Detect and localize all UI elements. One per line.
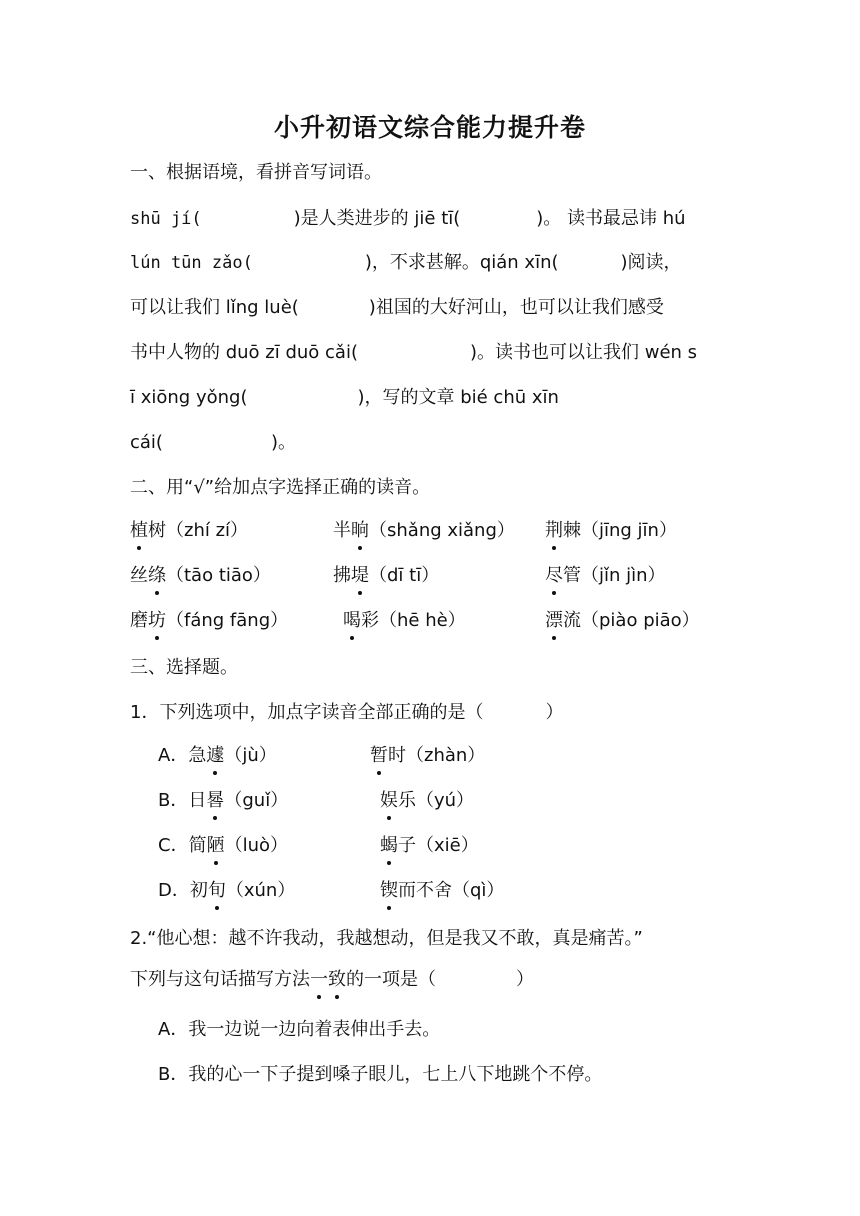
dotted-char: 晷 <box>206 788 224 814</box>
question-2-option-b[interactable]: B．我的心一下子提到嗓子眼儿，七上八下地跳个不停。 <box>158 1064 603 1085</box>
question-1-option-b-word2: 娱乐（yú） <box>380 788 474 814</box>
question-1-option-a-word2: 暂时（zhàn） <box>370 743 485 769</box>
dotted-char: 绦 <box>148 563 166 589</box>
pinyin-choice-item[interactable]: 植树（zhí zí） <box>130 518 248 544</box>
pinyin-choice-item[interactable]: 喝彩（hē hè） <box>343 608 466 634</box>
page-title: 小升初语文综合能力提升卷 <box>273 113 586 142</box>
dotted-char: 陋 <box>207 833 225 859</box>
question-1-option-c-word2: 蝎子（xiē） <box>380 833 479 859</box>
dotted-char: 喝 <box>343 608 361 634</box>
question-1-option-a[interactable]: A．急遽（jù） <box>158 743 277 769</box>
pinyin-choice-item[interactable]: 漂流（piào piāo） <box>545 608 700 634</box>
passage-line-3: 可以让我们 lǐng luè( )祖国的大好河山，也可以让我们感受 <box>130 297 664 318</box>
pinyin-choice-item[interactable]: 半晌（shǎng xiǎng） <box>333 518 515 544</box>
dotted-char: 遽 <box>206 743 224 769</box>
dotted-char: 暂 <box>370 743 388 769</box>
passage-line-5: ī xiōng yǒng( )，写的文章 bié chū xīn <box>130 387 559 408</box>
passage-line-6: cái( )。 <box>130 432 296 453</box>
dotted-char: 植 <box>130 518 148 544</box>
dotted-char: 娱 <box>380 788 398 814</box>
question-1-option-d-word2: 锲而不舍（qì） <box>380 878 504 904</box>
section-heading-2: 二、用“√”给加点字选择正确的读音。 <box>130 477 431 498</box>
dotted-char: 旬 <box>208 878 226 904</box>
pinyin-choice-item[interactable]: 丝绦（tāo tiāo） <box>130 563 271 589</box>
passage-line-1: shū jí( )是人类进步的 jiē tī( )。 读书最忌讳 hú <box>130 208 686 229</box>
passage-line-2: lún tūn zǎo( )，不求甚解。qián xīn( )阅读， <box>130 252 682 273</box>
question-1-option-b[interactable]: B．日晷（guǐ） <box>158 788 288 814</box>
dotted-char: 荆 <box>545 518 563 544</box>
pinyin-choice-item[interactable]: 尽管（jǐn jìn） <box>545 563 666 589</box>
dotted-char: 一 <box>310 967 328 993</box>
question-2-option-a[interactable]: A．我一边说一边向着表伸出手去。 <box>158 1019 441 1040</box>
section-heading-3: 三、选择题。 <box>130 657 238 678</box>
pinyin-choice-item[interactable]: 荆棘（jīng jīn） <box>545 518 677 544</box>
passage-line-4: 书中人物的 duō zī duō cǎi( )。读书也可以让我们 wén s <box>130 342 698 363</box>
question-1-option-d[interactable]: D．初旬（xún） <box>158 878 295 904</box>
dotted-char: 堤 <box>351 563 369 589</box>
question-2-stem-line-1: 2.“他心想：越不许我动，我越想动，但是我又不敢，真是痛苦。” <box>130 928 643 949</box>
pinyin-choice-item[interactable]: 拂堤（dī tī） <box>333 563 439 589</box>
section-heading-1: 一、根据语境，看拼音写词语。 <box>130 162 382 183</box>
question-2-stem-line-2: 下列与这句话描写方法一致的一项是（ ） <box>130 967 534 993</box>
dotted-char: 锲 <box>380 878 398 904</box>
dotted-char: 坊 <box>148 608 166 634</box>
dotted-char: 晌 <box>351 518 369 544</box>
question-1-stem: 1．下列选项中，加点字读音全部正确的是（ ） <box>130 702 564 723</box>
dotted-char: 漂 <box>545 608 563 634</box>
dotted-char: 致 <box>328 967 346 993</box>
pinyin-choice-item[interactable]: 磨坊（fáng fāng） <box>130 608 288 634</box>
dotted-char: 尽 <box>545 563 563 589</box>
dotted-char: 蝎 <box>380 833 398 859</box>
question-1-option-c[interactable]: C．简陋（luò） <box>158 833 288 859</box>
